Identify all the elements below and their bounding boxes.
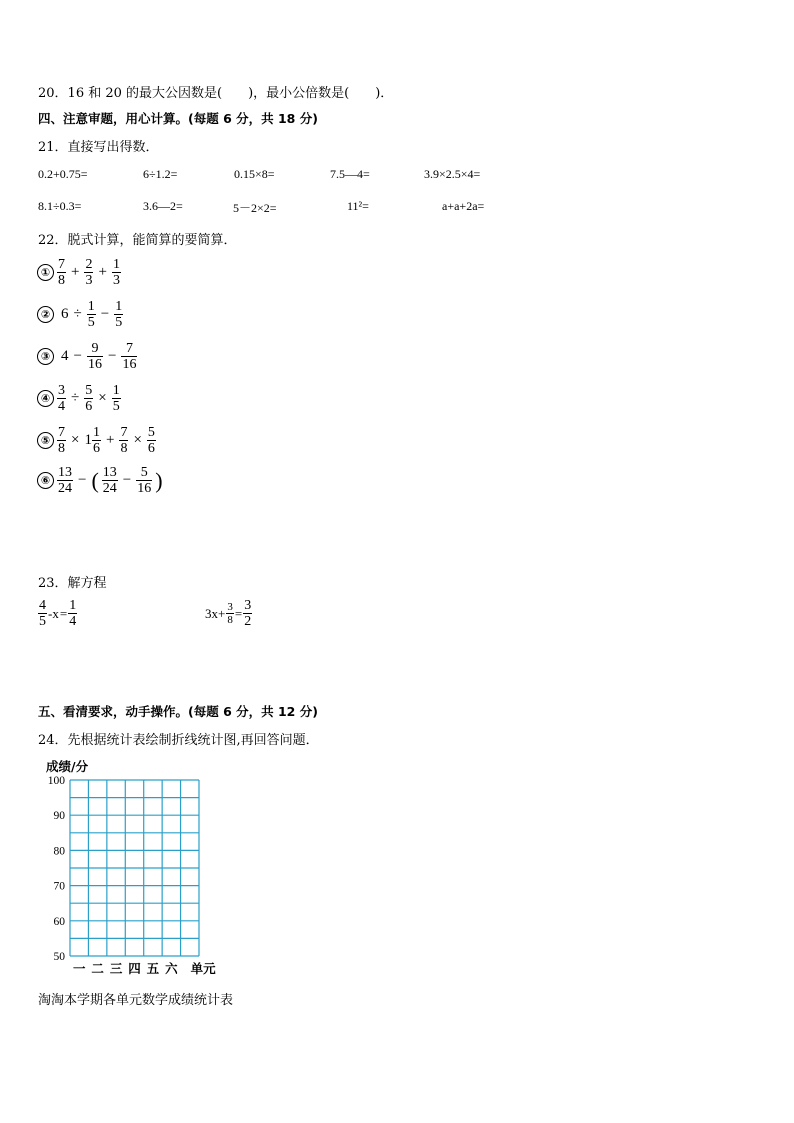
x-axis-label: 单元 bbox=[190, 961, 216, 976]
y-axis-ticks bbox=[48, 775, 66, 963]
calc-item: 6÷1.2= bbox=[143, 167, 178, 181]
section-4-heading: 四、注意审题，用心计算。(每题 6 分，共 18 分) bbox=[38, 111, 318, 126]
math-text: 16 bbox=[87, 357, 102, 372]
calc-item: 11²= bbox=[347, 199, 369, 213]
mixed-number-whole: 1 bbox=[84, 432, 92, 448]
math-text: 1 bbox=[87, 299, 95, 314]
operator: + bbox=[98, 264, 107, 280]
question-21-title: 21．直接写出得数． bbox=[38, 140, 159, 155]
fraction bbox=[38, 598, 47, 629]
operator: × bbox=[133, 432, 142, 448]
operator: − bbox=[107, 348, 117, 364]
equals: = bbox=[234, 605, 243, 621]
x-tick-label: 二 bbox=[91, 961, 104, 976]
operator: − bbox=[122, 472, 132, 488]
math-text: 8 bbox=[58, 273, 65, 288]
y-tick-label: 50 bbox=[53, 951, 65, 963]
operator: − bbox=[100, 306, 110, 322]
question-22-title: 22．脱式计算，能简算的要简算． bbox=[38, 233, 237, 248]
operator: + bbox=[105, 432, 115, 448]
math-text: 2 bbox=[85, 257, 93, 272]
math-text: 4 bbox=[69, 614, 77, 629]
math-text: 1 bbox=[115, 299, 123, 314]
operator: + bbox=[71, 264, 80, 280]
chart-y-axis-label: 成绩/分 bbox=[46, 759, 89, 774]
equation-2 bbox=[205, 598, 252, 629]
operator: − bbox=[73, 348, 82, 364]
term: -x bbox=[48, 605, 59, 621]
x-tick-label: 一 bbox=[72, 961, 86, 976]
math-text: 6 bbox=[85, 399, 93, 414]
calc-item: 0.2+0.75= bbox=[38, 167, 88, 181]
y-tick-label: 90 bbox=[53, 810, 65, 823]
right-paren: ) bbox=[155, 467, 163, 493]
fraction bbox=[84, 257, 93, 288]
y-tick-label: 70 bbox=[53, 880, 65, 893]
operator: − bbox=[78, 472, 87, 488]
fraction bbox=[136, 465, 152, 496]
operator: × bbox=[98, 390, 107, 406]
expression-6 bbox=[37, 465, 163, 496]
operator: ÷ bbox=[71, 390, 80, 406]
math-text: 1 bbox=[92, 425, 100, 440]
calc-item: 7.5—4= bbox=[330, 167, 370, 181]
item-marker: ② bbox=[37, 306, 54, 323]
question-23-title: 23．解方程 bbox=[38, 576, 107, 591]
math-text: 8 bbox=[120, 441, 128, 456]
math-text: 3 bbox=[58, 383, 65, 398]
expression-3 bbox=[37, 341, 137, 372]
math-text: 5 bbox=[115, 315, 123, 330]
item-marker: ③ bbox=[37, 348, 54, 365]
chart-grid bbox=[70, 780, 199, 956]
fraction bbox=[226, 601, 234, 626]
x-tick-label: 三 bbox=[109, 961, 123, 976]
number: 4 bbox=[61, 348, 69, 364]
x-tick-label: 六 bbox=[165, 961, 178, 976]
grid-chart bbox=[0, 770, 260, 980]
fraction bbox=[87, 341, 103, 372]
equals: = bbox=[59, 605, 68, 621]
calc-item: 3.6—2= bbox=[143, 199, 183, 213]
expression-1 bbox=[37, 257, 121, 288]
math-text: 24 bbox=[58, 481, 72, 496]
math-text: 8 bbox=[227, 614, 233, 626]
left-paren: ( bbox=[91, 467, 99, 493]
math-text: 3 bbox=[227, 601, 233, 613]
calc-item: 3.9×2.5×4= bbox=[424, 167, 481, 181]
table-caption: 淘淘本学期各单元数学成绩统计表 bbox=[38, 993, 234, 1008]
fraction bbox=[112, 383, 121, 414]
math-text: 4 bbox=[39, 598, 46, 613]
math-text: 1 bbox=[112, 383, 120, 398]
fraction bbox=[112, 257, 121, 288]
operator: ÷ bbox=[73, 306, 82, 322]
calc-item: a+a+2a= bbox=[442, 199, 485, 213]
math-text: 7 bbox=[120, 425, 128, 440]
math-text: 7 bbox=[58, 257, 65, 272]
math-text: 1 bbox=[112, 257, 120, 272]
calc-item: 0.15×8= bbox=[234, 167, 275, 181]
y-tick-label: 80 bbox=[53, 845, 65, 858]
fraction bbox=[119, 425, 128, 456]
math-text: 6 bbox=[147, 441, 155, 456]
fraction bbox=[57, 257, 66, 288]
equation-1 bbox=[38, 598, 77, 629]
math-text: 5 bbox=[85, 383, 93, 398]
math-text: 4 bbox=[58, 399, 65, 414]
math-text: 13 bbox=[58, 465, 72, 480]
math-text: 5 bbox=[112, 399, 120, 414]
fraction bbox=[92, 425, 101, 456]
number: 6 bbox=[61, 306, 69, 322]
math-text: 7 bbox=[58, 425, 65, 440]
operator: × bbox=[71, 432, 80, 448]
math-text: 5 bbox=[147, 425, 155, 440]
math-text: 9 bbox=[91, 341, 99, 356]
term: 3x+ bbox=[205, 605, 226, 621]
question-20: 20．16 和 20 的最大公因数是( )，最小公倍数是( )． bbox=[38, 86, 394, 101]
math-text: 5 bbox=[140, 465, 148, 480]
math-text: 6 bbox=[92, 441, 100, 456]
expression-4 bbox=[37, 383, 121, 414]
x-axis-ticks bbox=[73, 961, 216, 976]
math-text: 5 bbox=[87, 315, 95, 330]
item-marker: ① bbox=[37, 264, 54, 281]
fraction bbox=[121, 341, 137, 372]
math-text: 3 bbox=[244, 598, 252, 613]
y-tick-label: 60 bbox=[53, 915, 65, 928]
fraction bbox=[57, 425, 66, 456]
item-marker: ⑤ bbox=[37, 432, 54, 449]
math-text: 8 bbox=[58, 441, 65, 456]
fraction bbox=[57, 383, 66, 414]
section-5-heading: 五、看清要求，动手操作。(每题 6 分，共 12 分) bbox=[38, 704, 318, 719]
fraction bbox=[147, 425, 156, 456]
fraction bbox=[57, 465, 73, 496]
expression-2 bbox=[37, 299, 123, 330]
fraction bbox=[68, 598, 77, 629]
math-text: 3 bbox=[112, 273, 120, 288]
item-marker: ④ bbox=[37, 390, 54, 407]
math-text: 1 bbox=[69, 598, 77, 613]
math-text: 7 bbox=[125, 341, 133, 356]
fraction bbox=[243, 598, 252, 629]
math-text: 2 bbox=[244, 614, 252, 629]
fraction bbox=[84, 383, 93, 414]
math-text: 5 bbox=[39, 614, 46, 629]
item-marker: ⑥ bbox=[37, 472, 54, 489]
math-text: 24 bbox=[102, 481, 117, 496]
x-tick-label: 五 bbox=[146, 961, 160, 976]
expression-5 bbox=[37, 425, 156, 456]
x-tick-label: 四 bbox=[128, 961, 141, 976]
calc-item: 5－2×2= bbox=[233, 201, 277, 215]
fraction bbox=[102, 465, 118, 496]
math-text: 16 bbox=[137, 481, 152, 496]
math-text: 13 bbox=[102, 465, 117, 480]
fraction bbox=[87, 299, 96, 330]
question-24-title: 24．先根据统计表绘制折线统计图,再回答问题． bbox=[38, 733, 319, 748]
y-tick-label: 100 bbox=[47, 775, 65, 787]
calc-item: 8.1÷0.3= bbox=[38, 199, 82, 213]
math-text: 16 bbox=[122, 357, 137, 372]
fraction bbox=[114, 299, 123, 330]
math-text: 3 bbox=[85, 273, 93, 288]
